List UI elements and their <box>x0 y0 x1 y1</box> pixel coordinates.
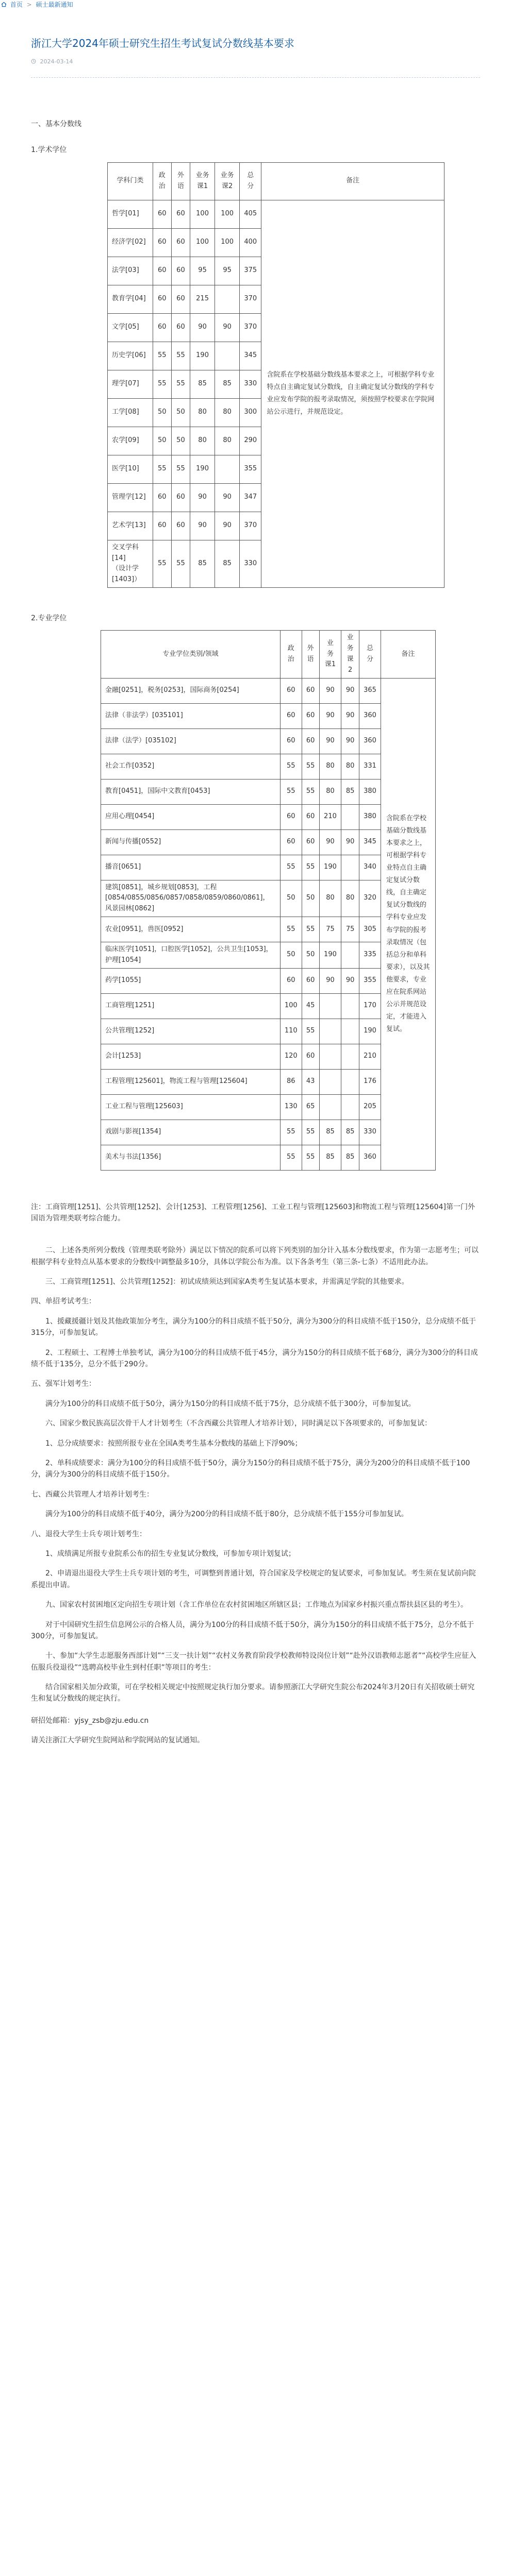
category-cell: 建筑[0851]，城乡规划[0853]，工程[0854/0855/0856/0857/0858/0859/0860/0861]，风景园林[0862] <box>101 880 281 917</box>
score-cell: 50 <box>153 427 171 455</box>
category-cell: 工业工程与管理[125603] <box>101 1094 281 1120</box>
score-cell <box>215 285 240 313</box>
breadcrumb-home-link[interactable]: 首页 <box>10 1 23 8</box>
score-cell: 100 <box>215 228 240 257</box>
policy-paragraph: 满分为100分的科目成绩不低于50分，满分为150分的科目成绩不低于75分，总分成绩不低于300分，可参加复试。 <box>45 1399 416 1408</box>
table-header-cell: 学科门类 <box>108 162 153 200</box>
score-cell: 60 <box>302 829 319 855</box>
score-cell: 60 <box>171 257 190 285</box>
notes-text: 工商管理[1251]、公共管理[1252]、会计[1253]、工程管理[1256]、工业工程与管理[125603]和物流工程与管理[125604]第一门外国语为管理类联考综合能力。 <box>31 1202 475 1223</box>
score-cell <box>319 1019 341 1044</box>
category-cell: 经济学[02] <box>108 228 153 257</box>
score-cell: 100 <box>215 200 240 228</box>
score-cell: 55 <box>153 540 171 587</box>
score-cell: 55 <box>280 754 302 779</box>
score-cell: 60 <box>171 483 190 512</box>
policy-heading: 七、西藏公共管理人才培养计划考生： <box>31 1490 154 1499</box>
category-cell: 美术与书法[1356] <box>101 1145 281 1170</box>
score-cell <box>341 1069 359 1094</box>
publish-date <box>31 58 73 65</box>
score-cell: 80 <box>341 880 359 917</box>
score-cell: 80 <box>319 779 341 804</box>
category-cell: 交叉学科[14] （设计学[1403]） <box>108 540 153 587</box>
score-cell: 55 <box>280 1145 302 1170</box>
score-cell: 55 <box>280 1120 302 1145</box>
score-cell: 90 <box>215 512 240 540</box>
score-cell: 355 <box>240 455 261 483</box>
score-cell <box>341 1019 359 1044</box>
category-cell: 戏剧与影视[1354] <box>101 1120 281 1145</box>
score-cell: 55 <box>171 540 190 587</box>
score-cell: 60 <box>171 200 190 228</box>
policy-paragraph: 六、国家少数民族高层次骨干人才计划考生（不含西藏公共管理人才培养计划），同时满足以下各项要求的，可参加复试： <box>45 1419 432 1428</box>
score-cell: 375 <box>240 257 261 285</box>
category-cell: 会计[1253] <box>101 1044 281 1069</box>
score-cell <box>319 1094 341 1120</box>
score-cell: 90 <box>190 483 215 512</box>
score-cell: 130 <box>280 1094 302 1120</box>
category-cell: 艺术学[13] <box>108 512 153 540</box>
contact-email: 研招处邮箱：yjsy_zsb@zju.edu.cn <box>31 1716 149 1725</box>
score-cell: 60 <box>171 313 190 342</box>
breadcrumb-notice-link[interactable]: 硕士最新通知 <box>36 1 73 8</box>
table-header-cell: 备注 <box>261 162 444 200</box>
score-cell <box>341 804 359 829</box>
score-cell: 290 <box>240 427 261 455</box>
score-cell: 210 <box>359 1044 381 1069</box>
policy-paragraph: 满分为100分的科目成绩不低于40分，满分为200分的科目成绩不低于80分，总分成绩不低于155分可参加复试。 <box>45 1510 408 1519</box>
score-cell: 60 <box>280 968 302 993</box>
score-cell: 210 <box>319 804 341 829</box>
score-cell: 215 <box>190 285 215 313</box>
score-cell: 55 <box>280 855 302 880</box>
academic-score-table <box>107 162 444 588</box>
score-cell: 190 <box>190 342 215 370</box>
score-cell: 95 <box>190 257 215 285</box>
score-cell: 305 <box>359 917 381 942</box>
score-cell: 86 <box>280 1069 302 1094</box>
table-header-cell: 业务课1 <box>319 631 341 678</box>
score-cell: 45 <box>302 993 319 1019</box>
score-cell <box>341 993 359 1019</box>
score-cell: 75 <box>341 917 359 942</box>
policy-paragraph: 2、单科成绩要求：满分为100分的科目成绩不低于50分，满分为150分的科目成绩不低于75分，满分为200分的科目成绩不低于100分，满分为300分的科目成绩不低于150分。 <box>31 1459 470 1479</box>
category-cell: 哲学[01] <box>108 200 153 228</box>
score-cell: 80 <box>215 398 240 427</box>
score-cell: 365 <box>359 678 381 703</box>
score-cell: 90 <box>215 313 240 342</box>
score-cell: 400 <box>240 228 261 257</box>
footer-remark: 请关注浙江大学研究生院网站和学院网站的复试通知。 <box>31 1736 204 1745</box>
score-cell: 340 <box>359 855 381 880</box>
category-cell: 理学[07] <box>108 370 153 398</box>
clock-icon <box>31 59 36 64</box>
score-cell: 50 <box>302 942 319 968</box>
category-cell: 工商管理[1251] <box>101 993 281 1019</box>
policy-heading: 八、退役大学生士兵专项计划考生： <box>31 1530 146 1538</box>
score-cell: 90 <box>190 313 215 342</box>
score-cell: 60 <box>280 703 302 728</box>
policy-paragraphs <box>31 1245 480 1705</box>
score-cell: 95 <box>215 257 240 285</box>
score-cell: 120 <box>280 1044 302 1069</box>
score-cell: 55 <box>302 1120 319 1145</box>
table-header-cell: 总分 <box>359 631 381 678</box>
score-cell: 347 <box>240 483 261 512</box>
category-cell: 金融[0251]，税务[0253]，国际商务[0254] <box>101 678 281 703</box>
publish-date-text: 2024-03-14 <box>40 58 73 65</box>
score-cell: 55 <box>153 342 171 370</box>
policy-heading: 五、强军计划考生： <box>31 1380 96 1388</box>
score-cell: 50 <box>171 427 190 455</box>
score-cell: 55 <box>302 917 319 942</box>
score-cell: 85 <box>190 540 215 587</box>
score-cell: 55 <box>153 455 171 483</box>
score-cell: 90 <box>215 483 240 512</box>
home-icon <box>1 2 7 7</box>
score-cell: 80 <box>319 880 341 917</box>
category-cell: 临床医学[1051]，口腔医学[1052]，公共卫生[1053]，护理[1054] <box>101 942 281 968</box>
score-cell: 85 <box>319 1145 341 1170</box>
score-cell: 300 <box>240 398 261 427</box>
score-cell: 60 <box>280 829 302 855</box>
score-cell: 60 <box>153 228 171 257</box>
score-cell: 85 <box>341 1145 359 1170</box>
score-cell: 50 <box>280 880 302 917</box>
subsection-heading-academic: 1.学术学位 <box>31 146 67 155</box>
policy-paragraph: 1、总分成绩要求：按照所报专业在全国A类考生基本分数线的基础上下浮90%； <box>45 1439 302 1448</box>
table-header-cell: 业务课1 <box>190 162 215 200</box>
category-cell: 工程管理[125601]，物流工程与管理[125604] <box>101 1069 281 1094</box>
notes-label: 注： <box>31 1202 45 1211</box>
score-cell: 370 <box>240 313 261 342</box>
table-header-cell: 外语 <box>171 162 190 200</box>
policy-paragraph: 二、上述各类所列分数线（管理类联考除外）满足以下情况的院系可以将下列类别的加分计入基本分数线要求，作为第一志愿考生；可以根据学科专业特点从基本要求的分数线中调整最多10分，具体以学院公布为准。以下各条考生（第三条-七条）不适用此办法。 <box>31 1246 479 1266</box>
score-cell: 55 <box>171 455 190 483</box>
category-cell: 工学[08] <box>108 398 153 427</box>
article-body <box>31 118 480 1755</box>
score-cell: 90 <box>319 829 341 855</box>
score-cell: 90 <box>341 703 359 728</box>
category-cell: 管理学[12] <box>108 483 153 512</box>
policy-paragraph: 九、国家农村贫困地区定向招生专项计划（含工作单位在农村贫困地区所辖区县；工作地点为国家乡村振兴重点帮扶县区县的考生）。 <box>45 1601 468 1609</box>
score-cell: 370 <box>240 285 261 313</box>
category-cell: 教育[0451]，国际中文教育[0453] <box>101 779 281 804</box>
score-cell: 100 <box>190 200 215 228</box>
score-cell: 320 <box>359 880 381 917</box>
score-cell: 55 <box>171 342 190 370</box>
score-cell: 90 <box>190 512 215 540</box>
score-cell: 60 <box>302 703 319 728</box>
score-cell: 60 <box>153 313 171 342</box>
score-cell: 60 <box>153 257 171 285</box>
score-cell: 43 <box>302 1069 319 1094</box>
score-cell: 60 <box>302 1044 319 1069</box>
policy-paragraph: 对于中国研究生招生信息网公示的合格人员，满分为100分的科目成绩不低于50分，满分为150分的科目成绩不低于75分，总分不低于300分，可参加复试。 <box>31 1620 474 1640</box>
remarks-cell: 含院系在学校基础分数线基本要求之上，可根据学科专业特点自主确定复试分数线，自主确定复试分数线的学科专业应发布学院的报考录取情况（包括总分和单科要求），以及其他要求，专业应在院系网站公示并规范设定，才能进入复试。 <box>381 678 435 1170</box>
category-cell: 农学[09] <box>108 427 153 455</box>
score-cell: 55 <box>302 1145 319 1170</box>
score-cell: 190 <box>359 1019 381 1044</box>
table-header-cell: 专业学位类别/领域 <box>101 631 281 678</box>
score-cell: 331 <box>359 754 381 779</box>
score-cell: 170 <box>359 993 381 1019</box>
score-cell: 50 <box>171 398 190 427</box>
table-notes <box>31 1201 480 1225</box>
score-cell: 360 <box>359 1145 381 1170</box>
table-header-cell: 政治 <box>153 162 171 200</box>
score-cell: 80 <box>215 427 240 455</box>
policy-paragraph: 2、申请退出退役大学生士兵专项计划的考生，可调整到普通计划，符合国家及学校规定的复试要求，可参加复试。考生须在复试前向院系提出申请。 <box>31 1569 476 1589</box>
score-cell: 190 <box>319 855 341 880</box>
score-cell: 50 <box>302 880 319 917</box>
category-cell: 新闻与传播[0552] <box>101 829 281 855</box>
score-cell: 60 <box>171 228 190 257</box>
score-cell: 355 <box>359 968 381 993</box>
section-heading: 一、基本分数线 <box>31 120 81 128</box>
score-cell: 345 <box>240 342 261 370</box>
professional-score-table <box>101 630 436 1170</box>
score-cell: 75 <box>319 917 341 942</box>
score-cell: 65 <box>302 1094 319 1120</box>
score-cell: 80 <box>319 754 341 779</box>
category-cell: 法学[03] <box>108 257 153 285</box>
table-header-cell: 总分 <box>240 162 261 200</box>
score-cell: 335 <box>359 942 381 968</box>
score-cell: 80 <box>190 427 215 455</box>
score-cell: 60 <box>302 968 319 993</box>
score-cell: 60 <box>153 512 171 540</box>
score-cell: 50 <box>280 942 302 968</box>
score-cell <box>341 1044 359 1069</box>
score-cell: 90 <box>341 728 359 754</box>
score-cell: 345 <box>359 829 381 855</box>
score-cell: 85 <box>215 370 240 398</box>
page-title: 浙江大学2024年硕士研究生招生考试复试分数线基本要求 <box>31 37 294 49</box>
breadcrumb-separator: > <box>26 1 32 8</box>
score-cell: 370 <box>240 512 261 540</box>
score-cell: 90 <box>341 968 359 993</box>
table-header-cell: 外语 <box>302 631 319 678</box>
score-cell: 60 <box>302 678 319 703</box>
score-cell: 85 <box>190 370 215 398</box>
score-cell: 80 <box>341 754 359 779</box>
table-header-cell: 业务课2 <box>341 631 359 678</box>
category-cell: 应用心理[0454] <box>101 804 281 829</box>
score-cell: 90 <box>319 728 341 754</box>
score-cell: 90 <box>319 703 341 728</box>
policy-paragraph: 1、援藏援疆计划及其他政策加分考生，满分为100分的科目成绩不低于50分，满分为300分的科目成绩不低于150分，总分成绩不低于315分，可参加复试。 <box>31 1317 476 1337</box>
score-cell: 55 <box>280 779 302 804</box>
score-cell: 190 <box>319 942 341 968</box>
category-cell: 公共管理[1252] <box>101 1019 281 1044</box>
score-cell <box>341 942 359 968</box>
score-cell <box>215 342 240 370</box>
score-cell <box>341 855 359 880</box>
category-cell: 药学[1055] <box>101 968 281 993</box>
score-cell: 330 <box>359 1120 381 1145</box>
breadcrumb <box>1 0 73 9</box>
table-header-cell: 备注 <box>381 631 435 678</box>
score-cell: 85 <box>341 779 359 804</box>
score-cell: 90 <box>319 678 341 703</box>
score-cell: 60 <box>153 483 171 512</box>
score-cell: 85 <box>215 540 240 587</box>
table-row <box>108 200 444 228</box>
score-cell: 60 <box>153 285 171 313</box>
score-cell: 330 <box>240 370 261 398</box>
score-cell: 90 <box>341 678 359 703</box>
score-cell: 330 <box>240 540 261 587</box>
remarks-cell: 含院系在学校基础分数线基本要求之上，可根据学科专业特点自主确定复试分数线，自主确定复试分数线的学科专业应发布学院的报考录取情况，须按照学校要求在学院网站公示进行，并规范设定。 <box>261 200 444 587</box>
score-cell: 55 <box>153 370 171 398</box>
score-cell: 50 <box>153 398 171 427</box>
policy-paragraph: 1、成绩满足所报专业院系公布的招生专业复试分数线，可参加专项计划复试； <box>45 1549 295 1558</box>
score-cell: 55 <box>171 370 190 398</box>
score-cell: 55 <box>302 779 319 804</box>
category-cell: 文学[05] <box>108 313 153 342</box>
score-cell: 60 <box>171 512 190 540</box>
score-cell: 90 <box>319 968 341 993</box>
score-cell <box>319 993 341 1019</box>
score-cell: 60 <box>280 804 302 829</box>
category-cell: 播音[0651] <box>101 855 281 880</box>
score-cell <box>319 1069 341 1094</box>
table-row <box>101 678 436 703</box>
score-cell: 80 <box>190 398 215 427</box>
score-cell: 380 <box>359 779 381 804</box>
score-cell: 60 <box>280 678 302 703</box>
score-cell: 100 <box>190 228 215 257</box>
policy-paragraph: 十、参加“大学生志愿服务西部计划”“三支一扶计划”“农村义务教育阶段学校教师特设岗位计划”“赴外汉语教师志愿者”“高校学生应征入伍服兵役退役”“选聘高校毕业生到村任职”等项目的考生： <box>31 1652 476 1672</box>
score-cell: 360 <box>359 703 381 728</box>
score-cell: 60 <box>153 200 171 228</box>
score-cell: 55 <box>302 1019 319 1044</box>
score-cell: 55 <box>280 917 302 942</box>
score-cell: 55 <box>302 855 319 880</box>
title-divider <box>31 77 480 78</box>
score-cell: 85 <box>319 1120 341 1145</box>
score-cell: 205 <box>359 1094 381 1120</box>
table-header-cell: 政治 <box>280 631 302 678</box>
score-cell: 176 <box>359 1069 381 1094</box>
category-cell: 农业[0951]，兽医[0952] <box>101 917 281 942</box>
score-cell: 110 <box>280 1019 302 1044</box>
category-cell: 社会工作[0352] <box>101 754 281 779</box>
category-cell: 法律（法学）[035102] <box>101 728 281 754</box>
score-cell: 60 <box>302 728 319 754</box>
policy-heading: 四、单招考试考生： <box>31 1297 96 1306</box>
score-cell: 405 <box>240 200 261 228</box>
policy-paragraph: 结合国家相关加分政策，可在学校相关规定中按照规定执行加分要求。请参照浙江大学研究生院公布2024年3月20日有关招收硕士研究生和复试分数线的规定执行。 <box>31 1683 475 1703</box>
score-cell: 85 <box>341 1120 359 1145</box>
score-cell: 100 <box>280 993 302 1019</box>
score-cell: 380 <box>359 804 381 829</box>
score-cell <box>319 1044 341 1069</box>
score-cell: 360 <box>359 728 381 754</box>
subsection-heading-professional: 2.专业学位 <box>31 614 67 622</box>
policy-paragraph: 三、工商管理[1251]、公共管理[1252]：初试成绩须达到国家A类考生复试基本要求，并需满足学院的其他要求。 <box>45 1278 409 1286</box>
score-cell: 55 <box>302 754 319 779</box>
table-header-cell: 业务课2 <box>215 162 240 200</box>
footer <box>31 1715 480 1747</box>
category-cell: 法律（非法学）[035101] <box>101 703 281 728</box>
score-cell: 60 <box>280 728 302 754</box>
category-cell: 医学[10] <box>108 455 153 483</box>
category-cell: 历史学[06] <box>108 342 153 370</box>
score-cell: 90 <box>341 829 359 855</box>
score-cell: 190 <box>190 455 215 483</box>
score-cell: 60 <box>171 285 190 313</box>
policy-paragraph: 2、工程硕士、工程博士单独考试，满分为100分的科目成绩不低于45分，满分为150分的科目成绩不低于68分，满分为300分的科目成绩不低于135分，总分不低于290分。 <box>31 1348 478 1369</box>
score-cell <box>341 1094 359 1120</box>
score-cell <box>215 455 240 483</box>
category-cell: 教育学[04] <box>108 285 153 313</box>
score-cell: 60 <box>302 804 319 829</box>
